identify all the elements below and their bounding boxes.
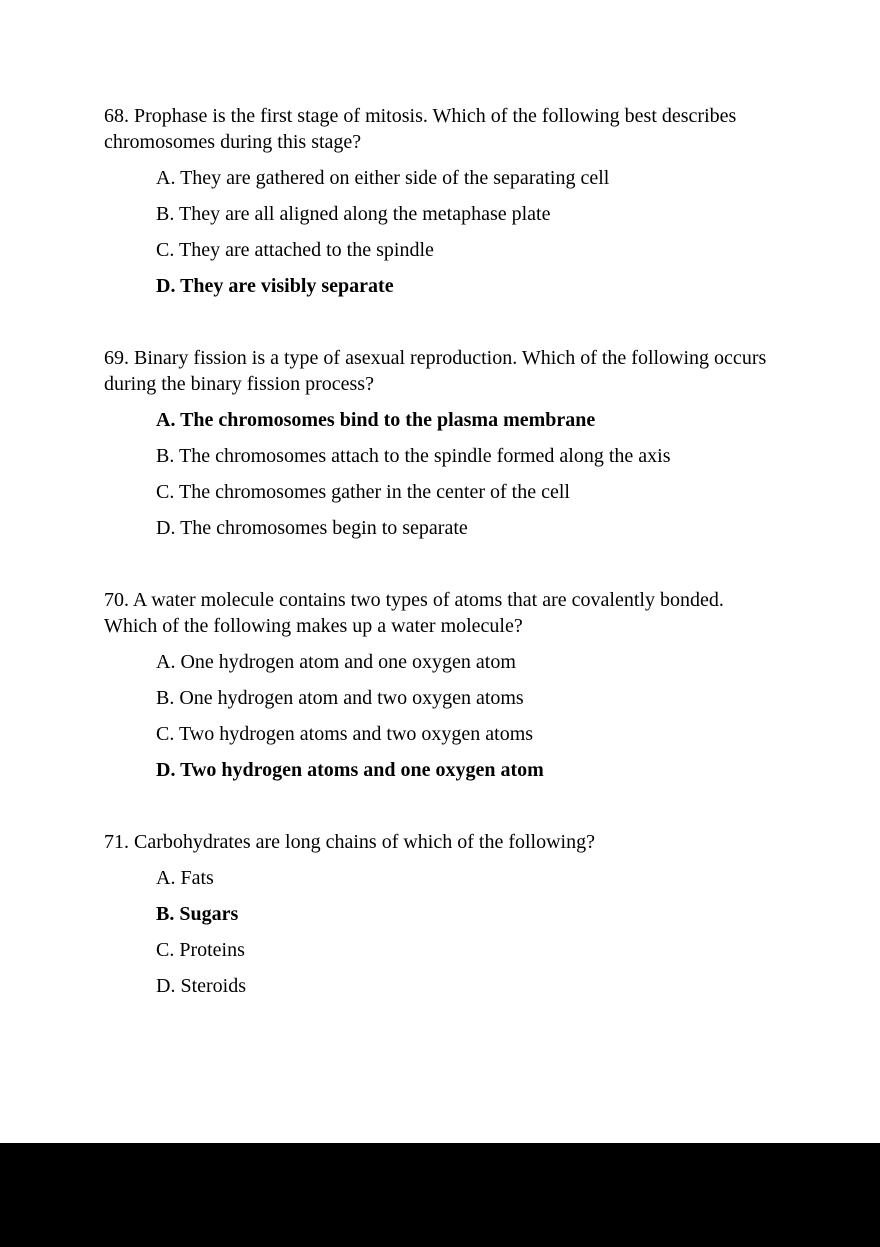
answer-option: B. One hydrogen atom and two oxygen atoms [156,687,524,709]
answer-option: C. Two hydrogen atoms and two oxygen atoms [156,723,534,745]
answer-option: C. They are attached to the spindle [156,239,434,261]
answer-option: B. The chromosomes attach to the spindle formed along the axis [156,445,671,467]
answer-option: C. The chromosomes gather in the center of the cell [156,481,570,503]
answer-option: C. Proteins [156,939,245,961]
question-block [104,829,778,999]
question-text: 68. Prophase is the first stage of mitosis. Which of the following best describes chromosomes during this stage? [104,105,737,153]
answer-option: D. They are visibly separate [156,275,394,297]
answer-option: B. They are all aligned along the metaphase plate [156,203,551,225]
question-block [104,103,778,299]
question-block [104,587,778,783]
question-text: 71. Carbohydrates are long chains of which of the following? [104,831,595,853]
bottom-black-bar [0,1143,880,1247]
question-block [104,345,778,541]
answer-option: A. Fats [156,867,214,889]
answer-option: D. The chromosomes begin to separate [156,517,468,539]
answer-option: D. Two hydrogen atoms and one oxygen atom [156,759,544,781]
answer-option: A. They are gathered on either side of the separating cell [156,167,610,189]
answer-option: A. One hydrogen atom and one oxygen atom [156,651,516,673]
answer-option: A. The chromosomes bind to the plasma membrane [156,409,596,431]
questions-list [104,103,778,1045]
question-text: 70. A water molecule contains two types of atoms that are covalently bonded. Which of the following makes up a water molecule? [104,589,724,637]
question-text: 69. Binary fission is a type of asexual reproduction. Which of the following occurs during the binary fission process? [104,347,767,395]
answer-option: D. Steroids [156,975,246,997]
answer-option: B. Sugars [156,903,239,925]
